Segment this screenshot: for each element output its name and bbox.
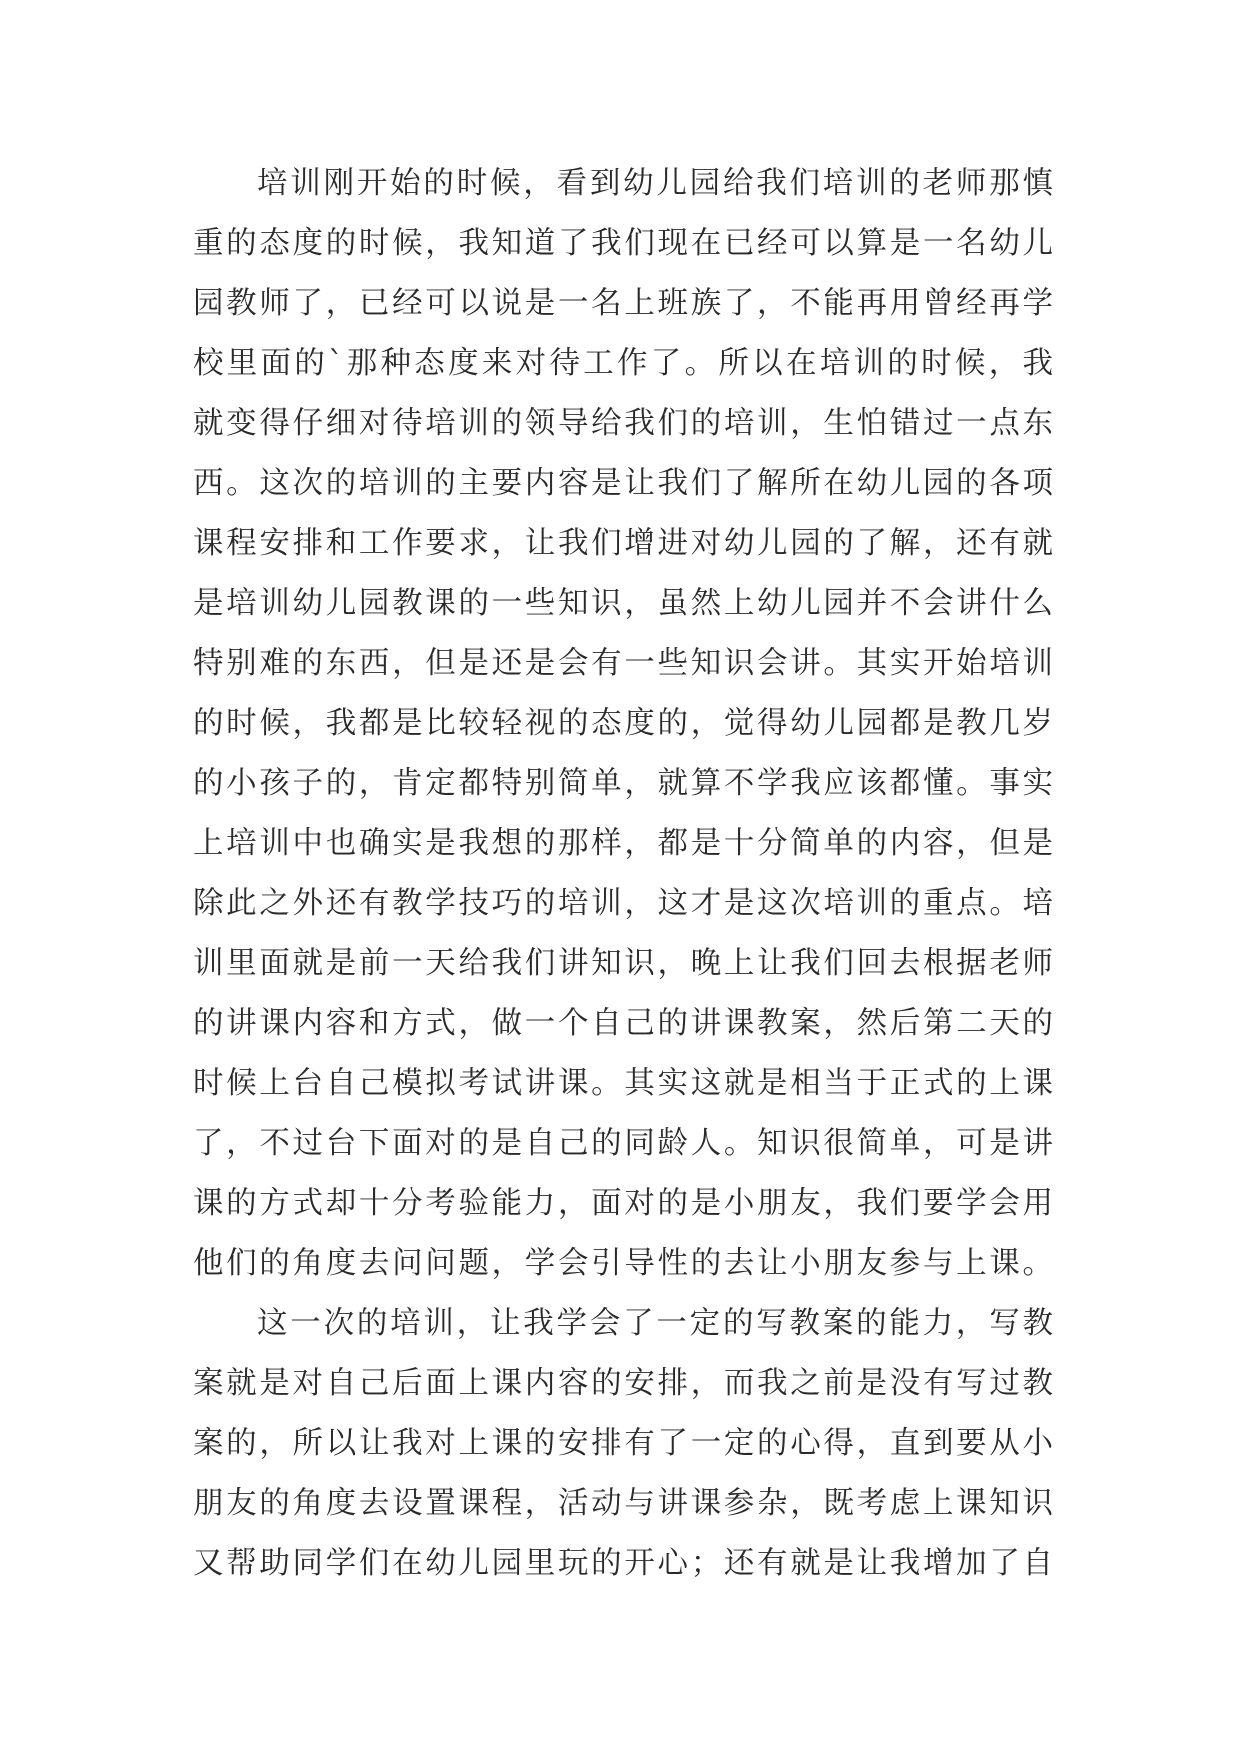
paragraph-2-line-3: 案的，所以让我对上课的安排有了一定的心得，直到要从小 [193,1426,1053,1461]
paragraph-1-line-4: 校里面的`那种态度来对待工作了。所以在培训的时候，我 [193,346,1053,381]
paragraph-1-line-13: 除此之外还有教学技巧的培训，这才是这次培训的重点。培 [193,886,1053,921]
paragraph-1-line-8: 是培训幼儿园教课的一些知识，虽然上幼儿园并不会讲什么 [193,586,1053,621]
paragraph-1-line-1: 培训刚开始的时候，看到幼儿园给我们培训的老师那慎 [257,166,1053,201]
paragraph-1-line-10: 的时候，我都是比较轻视的态度的，觉得幼儿园都是教几岁 [193,706,1053,741]
paragraph-1-line-7: 课程安排和工作要求，让我们增进对幼儿园的了解，还有就 [193,526,1053,561]
paragraph-1-line-2: 重的态度的时候，我知道了我们现在已经可以算是一名幼儿 [193,226,1053,261]
paragraph-1-line-15: 的讲课内容和方式，做一个自己的讲课教案，然后第二天的 [193,1006,1053,1041]
paragraph-1-line-17: 了，不过台下面对的是自己的同龄人。知识很简单，可是讲 [193,1126,1053,1161]
paragraph-1-line-12: 上培训中也确实是我想的那样，都是十分简单的内容，但是 [193,826,1053,861]
paragraph-1-line-16: 时候上台自己模拟考试讲课。其实这就是相当于正式的上课 [193,1066,1053,1101]
paragraph-2-line-2: 案就是对自己后面上课内容的安排，而我之前是没有写过教 [193,1366,1053,1401]
paragraph-2-line-1: 这一次的培训，让我学会了一定的写教案的能力，写教 [257,1306,1053,1341]
paragraph-1-line-9: 特别难的东西，但是还是会有一些知识会讲。其实开始培训 [193,646,1053,681]
paragraph-1-line-19: 他们的角度去问问题，学会引导性的去让小朋友参与上课。 [193,1246,1053,1281]
paragraph-1-line-3: 园教师了，已经可以说是一名上班族了，不能再用曾经再学 [193,286,1053,321]
paragraph-1-line-5: 就变得仔细对待培训的领导给我们的培训，生怕错过一点东 [193,406,1053,441]
paragraph-1-line-14: 训里面就是前一天给我们讲知识，晚上让我们回去根据老师 [193,946,1053,981]
paragraph-2-line-5: 又帮助同学们在幼儿园里玩的开心；还有就是让我增加了自 [193,1546,1053,1581]
paragraph-2-line-4: 朋友的角度去设置课程，活动与讲课参杂，既考虑上课知识 [193,1486,1053,1521]
paragraph-1-line-11: 的小孩子的，肯定都特别简单，就算不学我应该都懂。事实 [193,766,1053,801]
paragraph-1-line-6: 西。这次的培训的主要内容是让我们了解所在幼儿园的各项 [193,466,1053,501]
paragraph-1-line-18: 课的方式却十分考验能力，面对的是小朋友，我们要学会用 [193,1186,1053,1221]
